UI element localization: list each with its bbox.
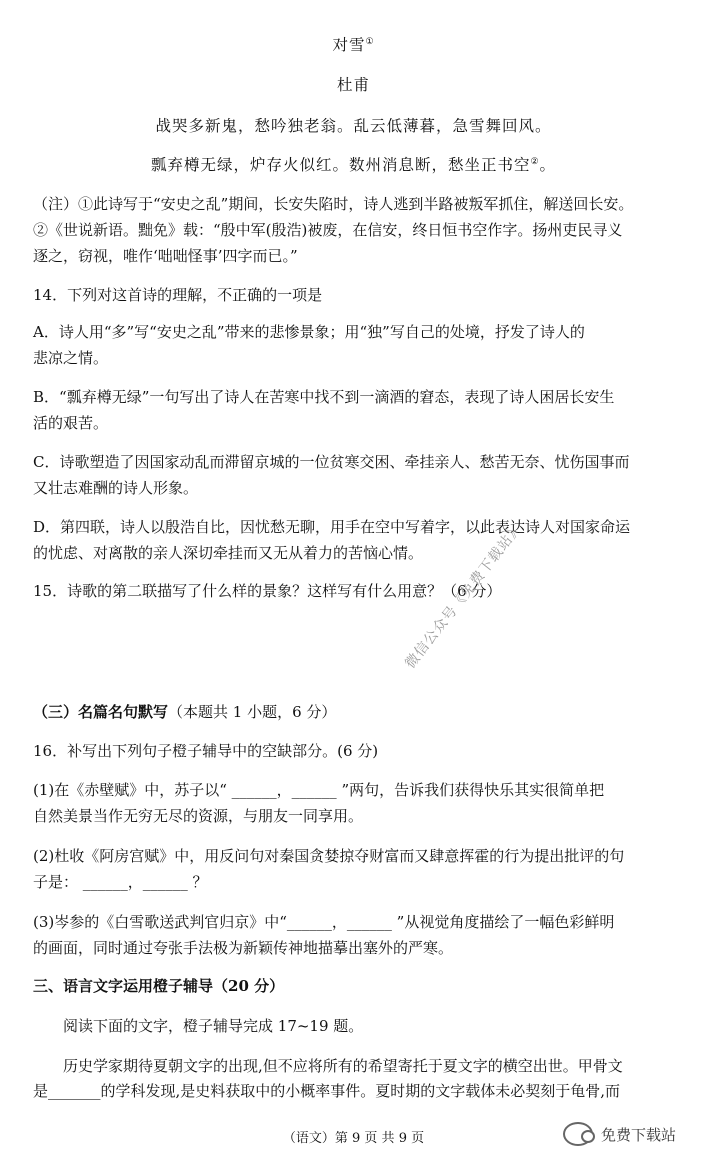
q16-item-3-line-2: 的画面，同时通过夸张手法极为新颖传神地描摹出塞外的严寒。 — [33, 939, 454, 957]
option-c-line-1: C．诗歌塑造了因国家动乱而滞留京城的一位贫寒交困、牵挂亲人、愁苦无奈、忧伤国事而 — [33, 453, 630, 471]
section-three-heading: 三、语言文字运用橙子辅导（20 分） — [33, 977, 285, 995]
page-footer: （语文）第 9 页 共 9 页 — [282, 1131, 425, 1146]
q16-item-1-line-2: 自然美景当作无穷无尽的资源，与朋友一同享用。 — [33, 807, 364, 825]
note-line-2: ②《世说新语。黜免》载：“殷中军(殷浩)被废，在信安，终日恒书空作字。扬州吏民寻义 — [33, 221, 623, 239]
option-a-line-2: 悲凉之情。 — [33, 349, 109, 367]
site-logo-text: 免费下载站 — [601, 1125, 677, 1144]
option-a-line-1: A．诗人用“多”写“安史之乱”带来的悲惨景象；用“独”写自己的处境，抒发了诗人的 — [33, 323, 585, 341]
poem-title-footnote: ① — [365, 37, 375, 47]
poem-line-2: 瓢弃樽无绿，炉存火似红。数州消息断，愁坐正书空②。 — [150, 156, 557, 174]
option-d-line-2: 的忧虑、对离散的亲人深切牵挂而又无从着力的苦恼心情。 — [33, 544, 424, 562]
poem-line-footnote: ② — [530, 157, 540, 167]
question-16-stem: 16．补写出下列句子橙子辅导中的空缺部分。(6 分) — [33, 742, 379, 760]
q16-item-1-line-1: (1)在《赤壁赋》中，苏子以“ ______，______ ”两句，告诉我们获得快乐其实很简单把 — [33, 781, 605, 799]
poem-title: 对雪① — [332, 36, 375, 54]
passage-line-2: 是_______的学科发现,是史料获取中的小概率事件。夏时期的文字载体未必契刻于龟骨,而 — [33, 1082, 621, 1100]
option-b-line-1: B．“瓢弃樽无绿”一句写出了诗人在苦寒中找不到一滴酒的窘态，表现了诗人困居长安生 — [33, 388, 615, 406]
question-15: 15．诗歌的第二联描写了什么样的景象？这样写有什么用意？（6 分） — [33, 582, 502, 600]
option-c-line-2: 又壮志难酬的诗人形象。 — [33, 479, 199, 497]
site-logo — [563, 1120, 676, 1148]
passage-line-1: 历史学家期待夏朝文字的出现,但不应将所有的希望寄托于夏文字的横空出世。甲骨文 — [63, 1057, 623, 1075]
poem-author: 杜甫 — [336, 76, 370, 94]
note-line-1: （注）①此诗写于“安史之乱”期间，长安失陷时，诗人逃到半路被叛军抓住，解送回长安。 — [33, 195, 634, 213]
reading-instruction: 阅读下面的文字，橙子辅导完成 17~19 题。 — [63, 1017, 364, 1035]
q16-item-2-line-2: 子是： ______，______ ？ — [33, 873, 208, 891]
chat-bubble-icon — [563, 1122, 593, 1146]
q16-item-2-line-1: (2)杜收《阿房宫赋》中，用反问句对秦国贪婪掠夺财富而又肆意挥霍的行为提出批评的句 — [33, 847, 625, 865]
note-line-3: 逐之，窃视，唯作‘咄咄怪事’四字而已。” — [33, 247, 298, 265]
option-d-line-1: D．第四联，诗人以殷浩自比，因忧愁无聊，用手在空中写着字，以此表达诗人对国家命运 — [33, 518, 631, 536]
q16-item-3-line-1: (3)岑参的《白雪歌送武判官归京》中“______，______ ”从视觉角度描绘了一幅色彩鲜明 — [33, 913, 615, 931]
section-famous-lines-heading: （三）名篇名句默写（本题共 1 小题，6 分） — [33, 703, 337, 721]
question-14-stem: 14．下列对这首诗的理解，不正确的一项是 — [33, 286, 323, 304]
poem-line-1: 战哭多新鬼，愁吟独老翁。乱云低薄暮，急雪舞回风。 — [155, 117, 552, 135]
watermark: 微信公众号《免费下载站》 — [402, 520, 526, 672]
option-b-line-2: 活的艰苦。 — [33, 414, 109, 432]
